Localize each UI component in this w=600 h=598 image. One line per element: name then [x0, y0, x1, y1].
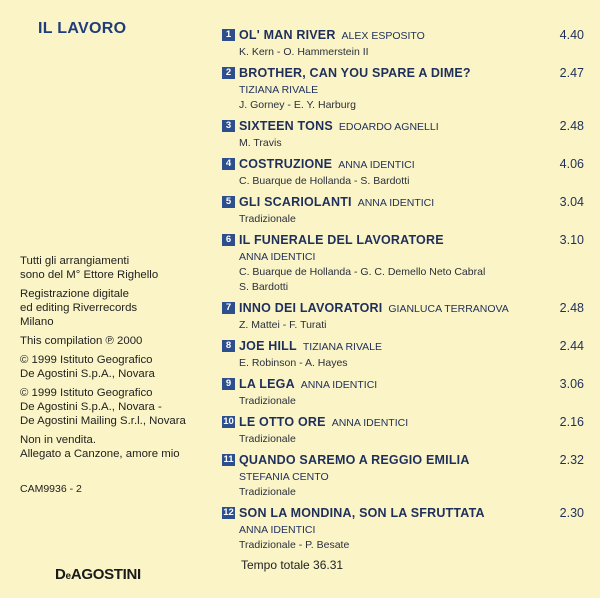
deagostini-logo: DeAGOSTINI: [55, 566, 141, 583]
track-item: [222, 414, 586, 447]
composer-credit: S. Bardotti: [239, 281, 289, 293]
song-title: COSTRUZIONE: [239, 157, 333, 171]
track-item: [222, 27, 586, 60]
note-line: Non in vendita.: [20, 434, 96, 446]
catalog-number: CAM9936 - 2: [20, 483, 82, 495]
artist: ANNA IDENTICI: [331, 417, 409, 429]
note-paragraph: [20, 254, 220, 282]
artist: EDOARDO AGNELLI: [338, 121, 439, 133]
artist: TIZIANA RIVALE: [302, 341, 383, 353]
track-item: [222, 338, 586, 371]
track-number-badge: 4: [222, 158, 235, 170]
track-item: [222, 118, 586, 151]
track-number-badge: 3: [222, 120, 235, 132]
artist: ANNA IDENTICI: [239, 251, 316, 263]
track-duration: 2.48: [559, 119, 584, 133]
track-number-badge: 8: [222, 340, 235, 352]
note-line: ed editing Riverrecords: [20, 302, 138, 314]
track-item: [222, 300, 586, 333]
track-item: [222, 194, 586, 227]
song-title: SIXTEEN TONS: [239, 119, 333, 133]
note-line: © 1999 Istituto Geografico: [20, 387, 153, 399]
track-duration: 2.16: [559, 415, 584, 429]
track-item: [222, 232, 586, 295]
song-title: JOE HILL: [239, 339, 297, 353]
track-duration: 2.48: [559, 301, 584, 315]
track-number-badge: 1: [222, 29, 235, 41]
track-number-badge: 7: [222, 302, 235, 314]
composer-credit: J. Gorney - E. Y. Harburg: [239, 99, 356, 111]
song-title: LA LEGA: [239, 377, 295, 391]
composer-credit: Tradizionale: [239, 486, 296, 498]
liner-notes: [20, 254, 220, 461]
note-line: Allegato a Canzone, amore mio: [20, 448, 180, 460]
artist: ANNA IDENTICI: [357, 197, 435, 209]
note-line: De Agostini S.p.A., Novara -: [20, 401, 162, 413]
artist: ANNA IDENTICI: [300, 379, 378, 391]
track-column: [222, 27, 586, 572]
track-duration: 3.04: [559, 195, 584, 209]
track-number-badge: 5: [222, 196, 235, 208]
song-title: OL' MAN RIVER: [239, 28, 336, 42]
track-number-badge: 6: [222, 234, 235, 246]
song-title: IL FUNERALE DEL LAVORATORE: [239, 233, 444, 247]
note-line: De Agostini Mailing S.r.l., Novara: [20, 415, 186, 427]
composer-credit: Tradizionale: [239, 213, 296, 225]
left-column: [20, 254, 220, 495]
track-duration: 3.10: [559, 233, 584, 247]
composer-credit: Tradizionale: [239, 395, 296, 407]
track-duration: 4.40: [559, 28, 584, 42]
song-title: INNO DEI LAVORATORI: [239, 301, 383, 315]
song-title: GLI SCARIOLANTI: [239, 195, 352, 209]
note-line: Registrazione digitale: [20, 288, 129, 300]
track-item: [222, 376, 586, 409]
composer-credit: Tradizionale: [239, 433, 296, 445]
composer-credit: M. Travis: [239, 137, 282, 149]
artist: STEFANIA CENTO: [239, 471, 329, 483]
total-time: Tempo totale 36.31: [241, 558, 344, 572]
track-number-badge: 9: [222, 378, 235, 390]
track-duration: 2.47: [559, 66, 584, 80]
composer-credit: K. Kern - O. Hammerstein II: [239, 46, 369, 58]
note-line: This compilation ℗ 2000: [20, 335, 143, 347]
album-title: IL LAVORO: [38, 20, 127, 37]
track-number-badge: 11: [223, 454, 234, 465]
composer-credit: C. Buarque de Hollanda - S. Bardotti: [239, 175, 410, 187]
composer-credit: E. Robinson - A. Hayes: [239, 357, 348, 369]
track-duration: 2.30: [559, 506, 584, 520]
note-paragraph: [20, 287, 220, 329]
track-item: [222, 156, 586, 189]
track-number-badge: 2: [222, 67, 235, 79]
artist: ALEX ESPOSITO: [341, 30, 425, 42]
note-line: Milano: [20, 316, 54, 328]
composer-credit: Z. Mattei - F. Turati: [239, 319, 327, 331]
note-line: sono del M° Ettore Righello: [20, 269, 159, 281]
track-duration: 2.32: [559, 453, 584, 467]
track-duration: 2.44: [559, 339, 584, 353]
song-title: BROTHER, CAN YOU SPARE A DIME?: [239, 66, 471, 80]
track-list: [222, 27, 586, 553]
song-title: QUANDO SAREMO A REGGIO EMILIA: [239, 453, 470, 467]
song-title: LE OTTO ORE: [239, 415, 326, 429]
track-item: [222, 452, 586, 500]
track-duration: 3.06: [559, 377, 584, 391]
track-number-badge: 12: [223, 507, 234, 518]
artist: GIANLUCA TERRANOVA: [388, 303, 509, 315]
note-line: De Agostini S.p.A., Novara: [20, 368, 155, 380]
note-paragraph: [20, 353, 220, 381]
track-item: [222, 505, 586, 553]
note-paragraph: [20, 433, 220, 461]
artist: ANNA IDENTICI: [239, 524, 316, 536]
composer-credit: Tradizionale - P. Besate: [239, 539, 350, 551]
note-line: © 1999 Istituto Geografico: [20, 354, 153, 366]
artist: ANNA IDENTICI: [338, 159, 415, 171]
song-title: SON LA MONDINA, SON LA SFRUTTATA: [239, 506, 485, 520]
track-number-badge: 10: [223, 416, 234, 427]
artist: TIZIANA RIVALE: [239, 84, 319, 96]
note-line: Tutti gli arrangiamenti: [20, 255, 130, 267]
track-duration: 4.06: [559, 157, 584, 171]
composer-credit: C. Buarque de Hollanda - G. C. Demello Neto Cabral: [239, 266, 486, 278]
note-paragraph: [20, 334, 220, 348]
note-paragraph: [20, 386, 220, 428]
track-item: [222, 65, 586, 113]
